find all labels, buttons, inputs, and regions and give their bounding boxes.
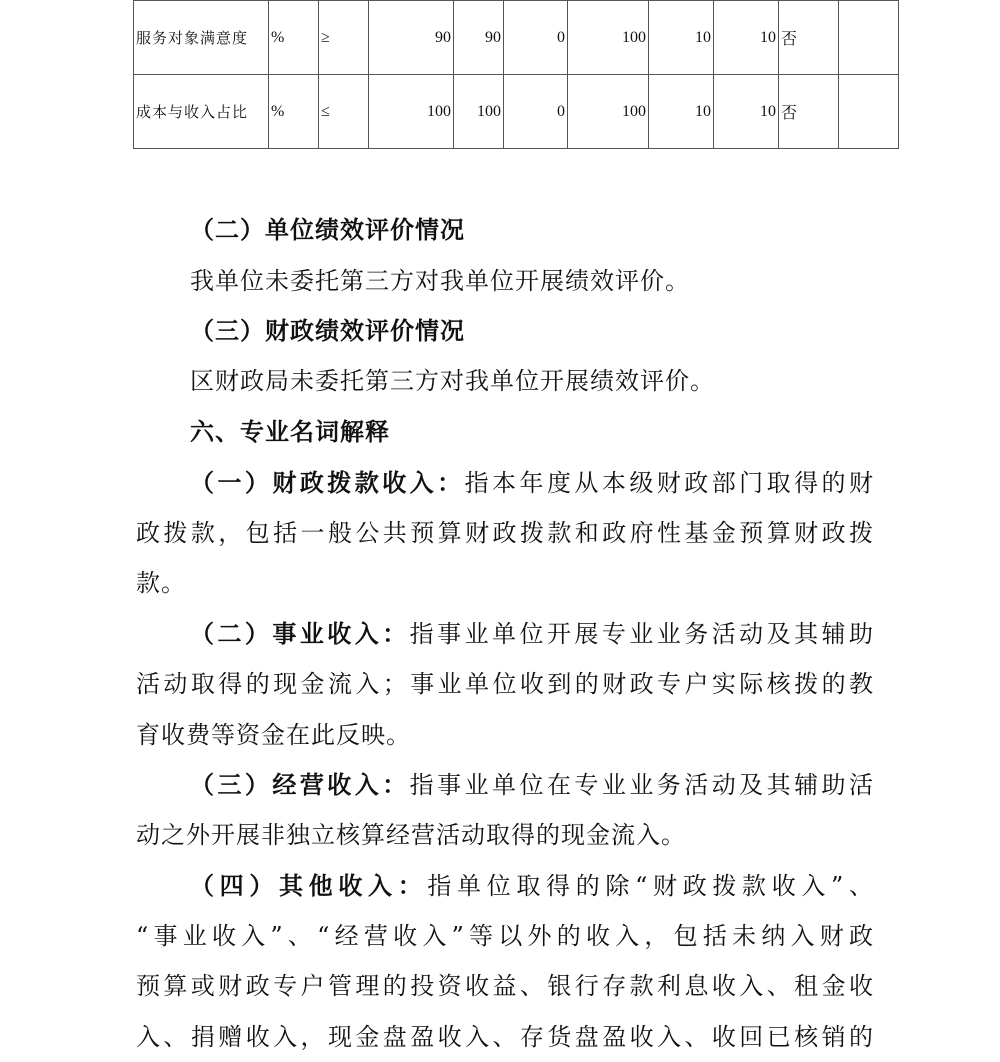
term-line: 政拨款，包括一般公共预算财政拨款和政府性基金预算财政拨 xyxy=(136,519,874,547)
unit: % xyxy=(269,75,319,149)
operator: ≥ xyxy=(319,1,369,75)
cell: 10 xyxy=(649,1,714,75)
operator: ≤ xyxy=(319,75,369,149)
cell: 10 xyxy=(714,1,779,75)
term-line: （一）财政拨款收入：指本年度从本级财政部门取得的财 xyxy=(190,468,875,497)
term-line: （四）其他收入：指单位取得的除“财政拨款收入”、 xyxy=(190,871,874,900)
cell xyxy=(839,75,899,149)
cell: 100 xyxy=(568,75,649,149)
cell: 90 xyxy=(369,1,454,75)
term-line: 育收费等资金在此反映。 xyxy=(136,721,411,749)
cell: 90 xyxy=(454,1,504,75)
paragraph: 我单位未委托第三方对我单位开展绩效评价。 xyxy=(190,267,690,295)
unit: % xyxy=(269,1,319,75)
performance-table xyxy=(133,0,899,149)
cell: 0 xyxy=(504,75,568,149)
section-heading: （二）单位绩效评价情况 xyxy=(190,215,465,244)
section-heading: （三）财政绩效评价情况 xyxy=(190,316,465,345)
paragraph: 区财政局未委托第三方对我单位开展绩效评价。 xyxy=(190,367,715,395)
cell: 否 xyxy=(779,75,839,149)
cell: 否 xyxy=(779,1,839,75)
cell: 10 xyxy=(649,75,714,149)
cell: 100 xyxy=(454,75,504,149)
cell xyxy=(839,1,899,75)
term-line: （二）事业收入：指事业单位开展专业业务活动及其辅助 xyxy=(190,619,875,648)
table-row xyxy=(134,75,899,149)
term-line: 动之外开展非独立核算经营活动取得的现金流入。 xyxy=(136,821,686,849)
cell: 100 xyxy=(568,1,649,75)
term-line: 活动取得的现金流入；事业单位收到的财政专户实际核拨的教 xyxy=(136,670,874,698)
term-line: 款。 xyxy=(136,569,186,597)
term-line: （三）经营收入：指事业单位在专业业务活动及其辅助活 xyxy=(190,770,875,799)
table-row xyxy=(134,1,899,75)
cell: 0 xyxy=(504,1,568,75)
section-heading: 六、专业名词解释 xyxy=(190,417,390,446)
cell: 10 xyxy=(714,75,779,149)
indicator-name: 服务对象满意度 xyxy=(134,1,269,75)
indicator-name: 成本与收入占比 xyxy=(134,75,269,149)
term-line: 入、捐赠收入，现金盘盈收入、存货盘盈收入、收回已核销的 xyxy=(136,1023,874,1051)
cell: 100 xyxy=(369,75,454,149)
term-line: “事业收入”、“经营收入”等以外的收入，包括未纳入财政 xyxy=(136,922,874,950)
term-line: 预算或财政专户管理的投资收益、银行存款利息收入、租金收 xyxy=(136,972,874,1000)
